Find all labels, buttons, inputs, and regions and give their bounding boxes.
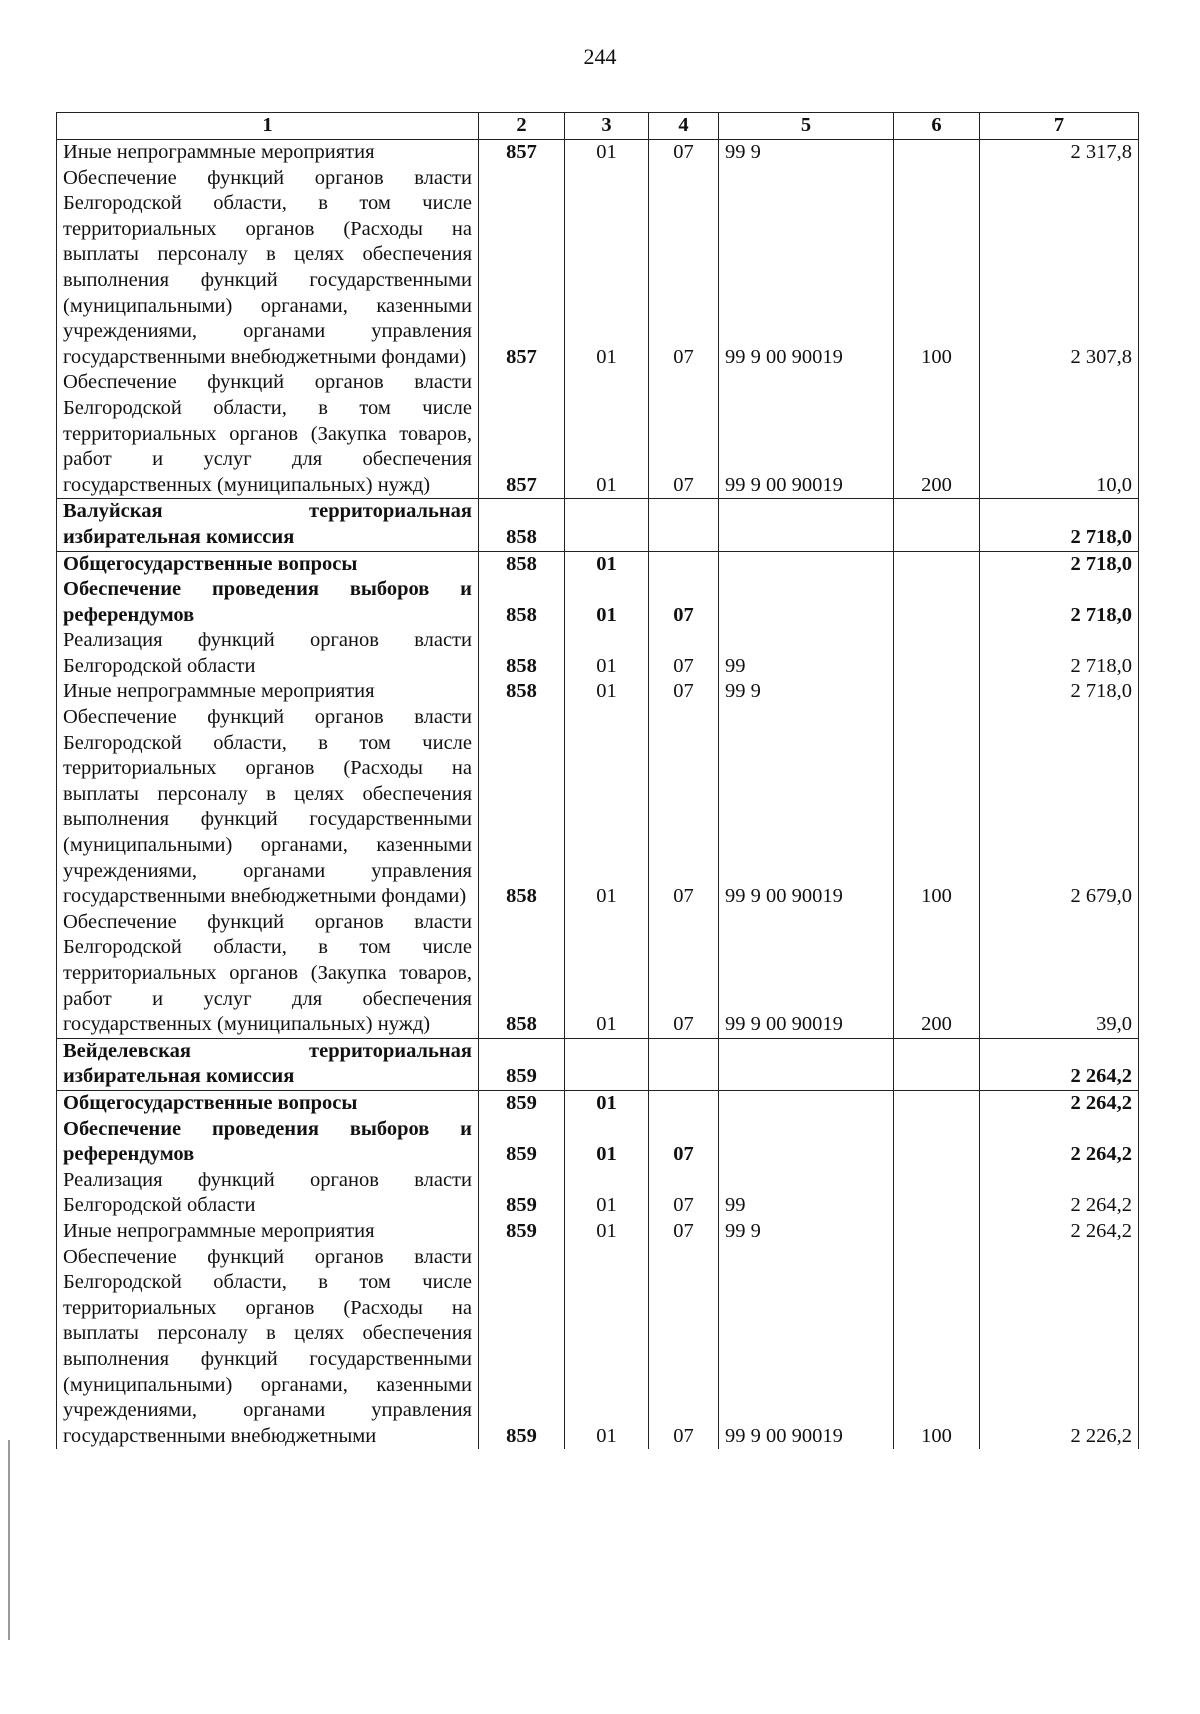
header-col-2: 2 — [479, 113, 565, 140]
row-code-6 — [894, 577, 980, 628]
row-code-4 — [649, 1038, 719, 1090]
row-amount: 2 718,0 — [980, 628, 1139, 679]
row-code-6: 200 — [894, 370, 980, 498]
row-code-3: 01 — [565, 1168, 649, 1219]
row-code-6 — [894, 140, 980, 166]
table-row — [57, 1168, 1139, 1219]
row-amount: 2 718,0 — [980, 577, 1139, 628]
header-col-7: 7 — [980, 113, 1139, 140]
row-code-2: 859 — [479, 1168, 565, 1219]
row-name: Иные непрограммные мероприятия — [57, 140, 479, 166]
row-name: Иные непрограммные мероприятия — [57, 1219, 479, 1245]
table-body — [57, 140, 1139, 1450]
row-code-5: 99 9 — [719, 679, 894, 705]
row-code-3: 01 — [565, 577, 649, 628]
row-code-4: 07 — [649, 166, 719, 371]
row-code-3 — [565, 499, 649, 551]
scan-margin-line — [8, 1440, 10, 1640]
table-row — [57, 1038, 1139, 1090]
row-code-2: 859 — [479, 1090, 565, 1116]
row-code-5: 99 9 — [719, 1219, 894, 1245]
row-code-6: 100 — [894, 705, 980, 910]
row-code-3: 01 — [565, 705, 649, 910]
table-row — [57, 499, 1139, 551]
row-name: Вейделевская территориальная избирательная комиссия — [57, 1038, 479, 1090]
table-row — [57, 577, 1139, 628]
row-name: Обеспечение функций органов власти Белгородской области, в том числе территориальных органов (Закупка товаров, работ и услуг для обеспечения государственных (муниципальных) нужд) — [57, 910, 479, 1038]
header-col-5: 5 — [719, 113, 894, 140]
table-row — [57, 628, 1139, 679]
row-amount: 2 264,2 — [980, 1117, 1139, 1168]
row-amount: 2 718,0 — [980, 679, 1139, 705]
row-code-4: 07 — [649, 679, 719, 705]
row-code-3 — [565, 1038, 649, 1090]
row-code-5 — [719, 1090, 894, 1116]
row-amount: 2 264,2 — [980, 1038, 1139, 1090]
row-code-4: 07 — [649, 1168, 719, 1219]
row-amount: 2 226,2 — [980, 1245, 1139, 1450]
row-name: Реализация функций органов власти Белгородской области — [57, 628, 479, 679]
table-row — [57, 1090, 1139, 1116]
row-amount: 2 264,2 — [980, 1219, 1139, 1245]
header-col-6: 6 — [894, 113, 980, 140]
row-amount: 10,0 — [980, 370, 1139, 498]
row-code-6 — [894, 1168, 980, 1219]
row-code-4 — [649, 499, 719, 551]
row-code-5: 99 9 00 90019 — [719, 166, 894, 371]
header-col-4: 4 — [649, 113, 719, 140]
row-code-4: 07 — [649, 1245, 719, 1450]
page-number: 244 — [583, 44, 617, 69]
row-code-5 — [719, 1117, 894, 1168]
table-row — [57, 910, 1139, 1038]
table-row — [57, 370, 1139, 498]
row-code-4: 07 — [649, 577, 719, 628]
row-amount: 2 679,0 — [980, 705, 1139, 910]
row-code-4: 07 — [649, 1219, 719, 1245]
row-name: Иные непрограммные мероприятия — [57, 679, 479, 705]
row-code-4: 07 — [649, 370, 719, 498]
row-code-2: 858 — [479, 499, 565, 551]
row-name: Обеспечение проведения выборов и референдумов — [57, 577, 479, 628]
row-code-5: 99 9 00 90019 — [719, 705, 894, 910]
row-code-5: 99 9 00 90019 — [719, 910, 894, 1038]
row-code-4 — [649, 1090, 719, 1116]
row-code-3: 01 — [565, 166, 649, 371]
row-code-2: 857 — [479, 140, 565, 166]
row-code-2: 859 — [479, 1245, 565, 1450]
row-amount: 2 317,8 — [980, 140, 1139, 166]
row-name: Обеспечение функций органов власти Белгородской области, в том числе территориальных органов (Закупка товаров, работ и услуг для обеспечения государственных (муниципальных) нужд) — [57, 370, 479, 498]
table-row — [57, 679, 1139, 705]
row-amount: 2 307,8 — [980, 166, 1139, 371]
header-row — [57, 113, 1139, 140]
row-name: Общегосударственные вопросы — [57, 1090, 479, 1116]
row-code-5 — [719, 551, 894, 577]
row-code-6 — [894, 1117, 980, 1168]
row-amount: 39,0 — [980, 910, 1139, 1038]
row-name: Обеспечение функций органов власти Белгородской области, в том числе территориальных органов (Расходы на выплаты персоналу в целях обеспечения выполнения функций государственными (муниципальными) органами, казенными учреждениями, органами управления государственными внебюджетными — [57, 1245, 479, 1450]
row-amount: 2 718,0 — [980, 499, 1139, 551]
row-code-3: 01 — [565, 679, 649, 705]
table-row — [57, 1245, 1139, 1450]
table-row — [57, 166, 1139, 371]
row-code-5: 99 9 — [719, 140, 894, 166]
table-row — [57, 140, 1139, 166]
row-code-3: 01 — [565, 628, 649, 679]
row-code-6: 100 — [894, 166, 980, 371]
row-code-2: 859 — [479, 1117, 565, 1168]
row-code-2: 858 — [479, 628, 565, 679]
table-row — [57, 1117, 1139, 1168]
header-col-3: 3 — [565, 113, 649, 140]
row-code-2: 859 — [479, 1038, 565, 1090]
row-code-3: 01 — [565, 140, 649, 166]
row-amount: 2 718,0 — [980, 551, 1139, 577]
row-amount: 2 264,2 — [980, 1090, 1139, 1116]
row-name: Валуйская территориальная избирательная комиссия — [57, 499, 479, 551]
row-name: Обеспечение функций органов власти Белгородской области, в том числе территориальных органов (Расходы на выплаты персоналу в целях обеспечения выполнения функций государственными (муниципальными) органами, казенными учреждениями, органами управления государственными внебюджетными фондами) — [57, 705, 479, 910]
row-name: Обеспечение функций органов власти Белгородской области, в том числе территориальных органов (Расходы на выплаты персоналу в целях обеспечения выполнения функций государственными (муниципальными) органами, казенными учреждениями, органами управления государственными внебюджетными фондами) — [57, 166, 479, 371]
row-code-4: 07 — [649, 628, 719, 679]
row-code-4 — [649, 551, 719, 577]
row-code-2: 857 — [479, 166, 565, 371]
row-code-6 — [894, 1090, 980, 1116]
row-code-2: 859 — [479, 1219, 565, 1245]
row-code-2: 858 — [479, 551, 565, 577]
row-code-6 — [894, 551, 980, 577]
row-code-6: 200 — [894, 910, 980, 1038]
row-code-2: 858 — [479, 577, 565, 628]
row-code-3: 01 — [565, 1219, 649, 1245]
row-code-2: 858 — [479, 679, 565, 705]
row-code-6 — [894, 1219, 980, 1245]
row-code-6 — [894, 1038, 980, 1090]
row-code-5 — [719, 499, 894, 551]
row-code-3: 01 — [565, 910, 649, 1038]
row-code-4: 07 — [649, 1117, 719, 1168]
row-code-3: 01 — [565, 551, 649, 577]
row-code-2: 858 — [479, 705, 565, 910]
row-name: Реализация функций органов власти Белгородской области — [57, 1168, 479, 1219]
row-code-5: 99 9 00 90019 — [719, 370, 894, 498]
row-code-5: 99 9 00 90019 — [719, 1245, 894, 1450]
row-code-3: 01 — [565, 370, 649, 498]
row-code-5 — [719, 1038, 894, 1090]
table-row — [57, 1219, 1139, 1245]
table-row — [57, 551, 1139, 577]
row-name: Общегосударственные вопросы — [57, 551, 479, 577]
row-code-6 — [894, 628, 980, 679]
row-name: Обеспечение проведения выборов и референдумов — [57, 1117, 479, 1168]
row-code-4: 07 — [649, 705, 719, 910]
row-code-5: 99 — [719, 1168, 894, 1219]
row-code-2: 858 — [479, 910, 565, 1038]
row-code-3: 01 — [565, 1117, 649, 1168]
row-code-6 — [894, 499, 980, 551]
row-code-4: 07 — [649, 910, 719, 1038]
row-code-2: 857 — [479, 370, 565, 498]
row-code-4: 07 — [649, 140, 719, 166]
row-code-5: 99 — [719, 628, 894, 679]
row-code-5 — [719, 577, 894, 628]
row-code-3: 01 — [565, 1090, 649, 1116]
header-col-1: 1 — [57, 113, 479, 140]
row-code-6: 100 — [894, 1245, 980, 1450]
row-amount: 2 264,2 — [980, 1168, 1139, 1219]
row-code-6 — [894, 679, 980, 705]
row-code-3: 01 — [565, 1245, 649, 1450]
table-row — [57, 705, 1139, 910]
budget-table — [56, 112, 1139, 1449]
